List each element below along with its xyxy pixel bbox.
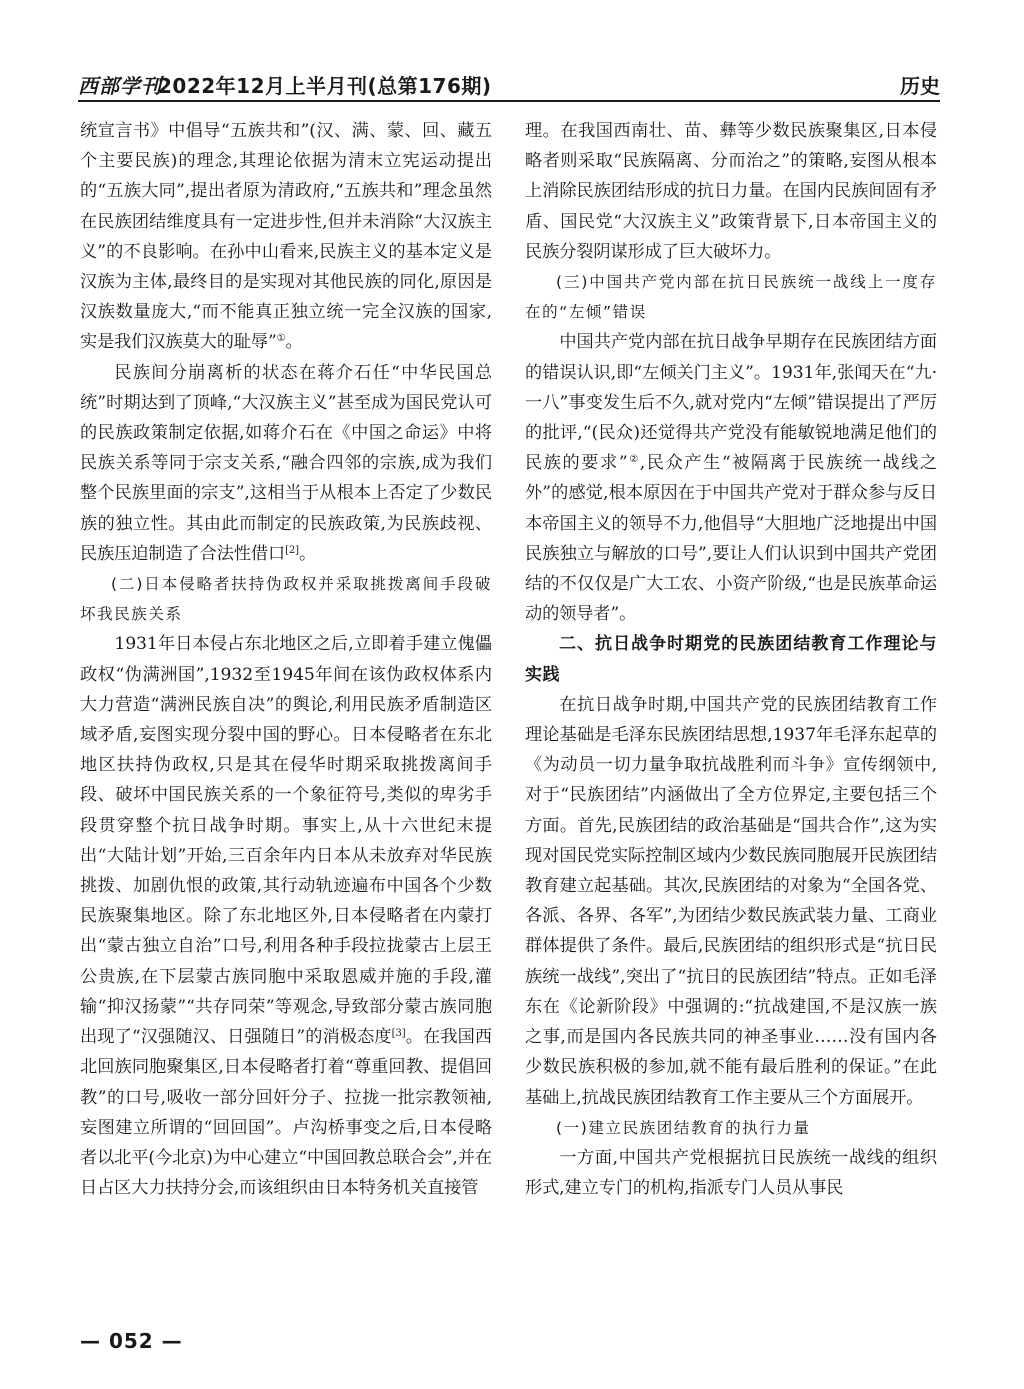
paragraph-text: 民族间分崩离析的状态在蒋介石任“中华民国总统”时期达到了顶峰,“大汉族主义”甚至成为国民党认可的民族政策制定依据,如蒋介石在《中国之命运》中将民族关系等同于宗支关系,“融合四邻的宗族,成为我们整个民族里面的宗支”,这相当于从根本上否定了少数民族的独立性。其由此而制定的民族政策,为民族歧视、民族压迫制造了合法性借口 — [80, 362, 492, 564]
issue-info: 2022年12月上半月刊(总第176期) — [158, 74, 492, 98]
paragraph — [525, 327, 937, 629]
reference-marker: [2] — [285, 544, 299, 556]
subsection-heading: (二)日本侵略者扶持伪政权并采取挑拨离间手段破坏我民族关系 — [80, 575, 492, 624]
paragraph-text: 统宣言书》中倡导“五族共和”(汉、满、蒙、回、藏五个主要民族)的理念,其理论依据为清末立宪运动提出的“五族大同”,提出者原为清政府,“五族共和”理念虽然在民族团结维度具有一定进步性,但并未消除“大汉族主义”的不良影响。在孙中山看来,民族主义的基本定义是汉族为主体,最终目的是实现对其他民族的同化,原因是汉族数量庞大,“而不能真正独立统一完全汉族的国家,实是我们汉族莫大的耻辱” — [80, 121, 492, 353]
section-heading: 二、抗日战争时期党的民族团结教育工作理论与实践 — [525, 634, 937, 685]
paragraph: 理。在我国西南壮、苗、彝等少数民族聚集区,日本侵略者则采取“民族隔离、分而治之”的策略,妄图从根本上消除民族团结形成的抗日力量。在国内民族间固有矛盾、国民党“大汉族主义”政策背景下,日本帝国主义的民族分裂阴谋形成了巨大破坏力。 — [525, 121, 937, 262]
section-title: 历史 — [900, 74, 940, 98]
punctuation: 。 — [298, 543, 317, 564]
left-column — [80, 116, 492, 1331]
page-header — [78, 68, 940, 100]
punctuation: 。 — [285, 332, 303, 353]
header-rule — [78, 100, 940, 102]
paragraph — [80, 358, 492, 569]
paragraph — [80, 629, 492, 1203]
paragraph — [80, 116, 492, 358]
subsection-heading: (一)建立民族团结教育的执行力量 — [556, 1118, 811, 1137]
subsection-heading: (三)中国共产党内部在抗日民族统一战线上一度存在的“左倾”错误 — [525, 273, 937, 322]
page-number: — 052 — — [80, 1329, 183, 1353]
paragraph-text: ,民众产生“被隔离于民族统一战线之外”的感觉,根本原因在于中国共产党对于群众参与反日本帝国主义的领导不力,他倡导“大胆地广泛地提出中国民族独立与解放的口号”,要让人们认识到中国共产党团结的不仅仅是广大工农、小资产阶级,“也是民族革命运动的领导者”。 — [525, 453, 937, 625]
footnote-marker: ① — [276, 333, 286, 345]
right-column — [525, 116, 937, 1331]
paragraph-text: 中国共产党内部在抗日战争早期存在民族团结方面的错误认识,即“左倾关门主义”。1931年,张闻天在“九·一八”事变发生后不久,就对党内“左倾”错误提出了严厉的批评,“(民众)还觉得共产党没有能敏锐地满足他们的民族的要求” — [525, 332, 937, 474]
paragraph: 在抗日战争时期,中国共产党的民族团结教育工作理论基础是毛泽东民族团结思想,1937年毛泽东起草的《为动员一切力量争取抗战胜利而斗争》宣传纲领中,对于“民族团结”内涵做出了全方位界定,主要包括三个方面。首先,民族团结的政治基础是“国共合作”,这为实现对国民党实际控制区域内少数民族同胞展开民族团结教育建立起基础。其次,民族团结的对象为“全国各党、各派、各界、各军”,为团结少数民族武装力量、工商业群体提供了条件。最后,民族团结的组织形式是“抗日民族统一战线”,突出了“抗日的民族团结”特点。正如毛泽东在《论新阶段》中强调的:“抗战建国,不是汉族一族之事,而是国内各民族共同的神圣事业……没有国内各少数民族积极的参加,就不能有最后胜利的保证。”在此基础上,抗战民族团结教育工作主要从三个方面展开。 — [525, 694, 937, 1108]
paragraph-text: 1931年日本侵占东北地区之后,立即着手建立傀儡政权“伪满洲国”,1932至1945年间在该伪政权体系内大力营造“满洲民族自决”的舆论,利用民族矛盾制造区域矛盾,妄图实现分裂中国的野心。日本侵略者在东北地区扶持伪政权,只是其在侵华时期采取挑拨离间手段、破坏中国民族关系的一个象征符号,类似的卑劣手段贯穿整个抗日战争时期。事实上,从十六世纪末提出“大陆计划”开始,三百余年内日本从未放弃对华民族挑拨、加剧仇恨的政策,其行动轨迹遍布中国各个少数民族聚集地区。除了东北地区外,日本侵略者在内蒙打出“蒙古独立自治”口号,利用各种手段拉拢蒙古上层王公贵族,在下层蒙古族同胞中采取恩威并施的手段,灌输“抑汉扬蒙”“共存同荣”等观念,导致部分蒙古族同胞出现了“汉强随汉、日强随日”的消极态度 — [80, 634, 492, 1048]
paragraph: 一方面,中国共产党根据抗日民族统一战线的组织形式,建立专门的机构,指派专门人员从事民 — [525, 1147, 937, 1199]
reference-marker: [3] — [391, 1028, 406, 1040]
paragraph-text: 。在我国西北回族同胞聚集区,日本侵略者打着“尊重回教、提倡回教”的口号,吸收一部分回奸分子、拉拢一批宗教领袖,妄图建立所谓的“回回国”。卢沟桥事变之后,日本侵略者以北平(今北京)为中心建立“中国回教总联合会”,并在日占区大力扶持分会,而该组织由日本特务机关直接管 — [80, 1027, 492, 1199]
journal-logo: 西部学刊 — [78, 74, 162, 98]
footnote-marker: ② — [627, 454, 640, 466]
